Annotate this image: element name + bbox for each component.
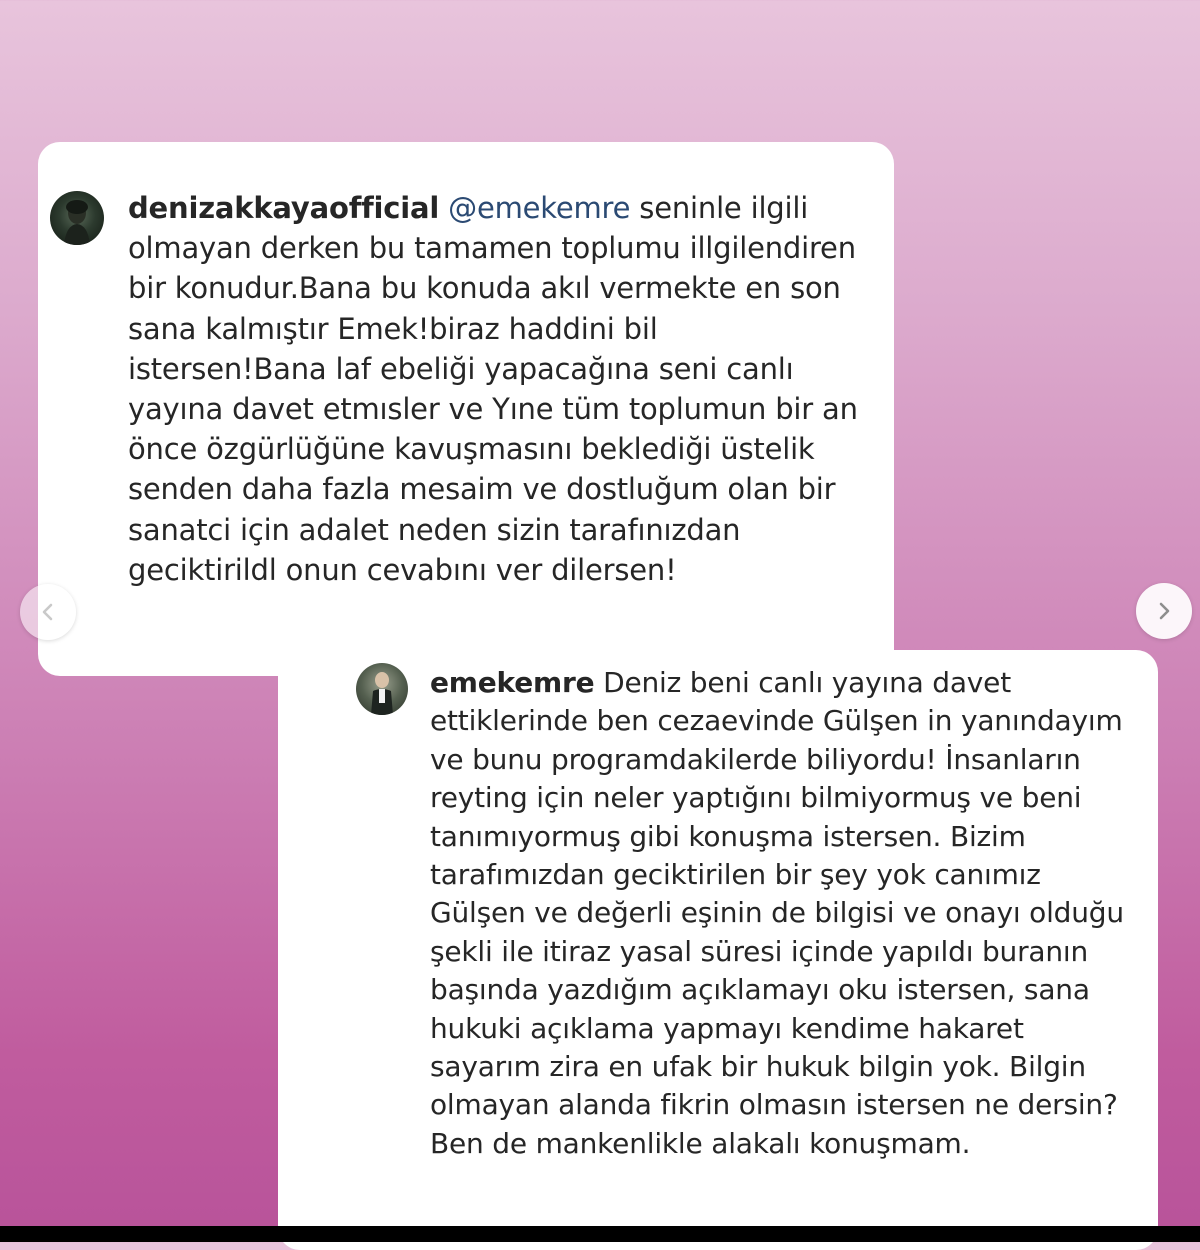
comment-body xyxy=(128,188,864,590)
comment-card-emek xyxy=(278,650,1158,1250)
comment-text: Deniz beni canlı yayına davet ettiklerinde ben cezaevinde Gülşen in yanındayım ve bunu programdakilerde biliyordu! İnsanların reyting için neler yaptığını bilmiyormuş ve beni tanımıyormuş gibi konuşma istersen. Bizim tarafımızdan geciktirilen bir şey yok canımız Gülşen ve değerli eşinin de bilgisi ve onayı olduğu şekli ile itiraz yasal süresi içinde yapıldı buranın başında yazdığım açıklamayı oku istersen, sana hukuki açıklama yapmayı kendime hakaret sayarım zira en ufak bir hukuk bilgin yok. Bilgin olmayan alanda fikrin olmasın istersen ne dersin? Ben de mankenlikle alakalı konuşmam. xyxy=(430,666,1124,1160)
profile-avatar-icon xyxy=(50,191,104,245)
bottom-bar xyxy=(0,1226,1200,1242)
previous-story-button[interactable] xyxy=(20,584,76,640)
comment-username[interactable]: denizakkayaofficial xyxy=(128,191,440,225)
next-story-button[interactable] xyxy=(1136,583,1192,639)
avatar[interactable] xyxy=(50,191,104,245)
comment-username[interactable]: emekemre xyxy=(430,666,595,699)
comment-text: seninle ilgili olmayan derken bu tamamen toplumu illgilendiren bir konudur.Bana bu konuda akıl vermekte en son sana kalmıştır Emek!biraz haddini bil istersen!Bana laf ebeliği yapacağına seni canlı yayına davet etmısler ve Yıne tüm toplumun bir an önce özgürlüğüne kavuşmasını beklediği üstelik senden daha fazla mesaim ve dostluğum olan bir sanatci için adalet neden sizin tarafınızdan geciktirildl onun cevabını ver dilersen! xyxy=(128,191,858,587)
chevron-left-icon xyxy=(36,600,60,624)
comment-mention[interactable]: @emekemre xyxy=(448,191,631,225)
profile-avatar-icon xyxy=(356,663,408,715)
comment-card-deniz xyxy=(38,142,894,676)
comment-body xyxy=(430,664,1128,1163)
chevron-right-icon xyxy=(1152,599,1176,623)
avatar[interactable] xyxy=(356,663,408,715)
